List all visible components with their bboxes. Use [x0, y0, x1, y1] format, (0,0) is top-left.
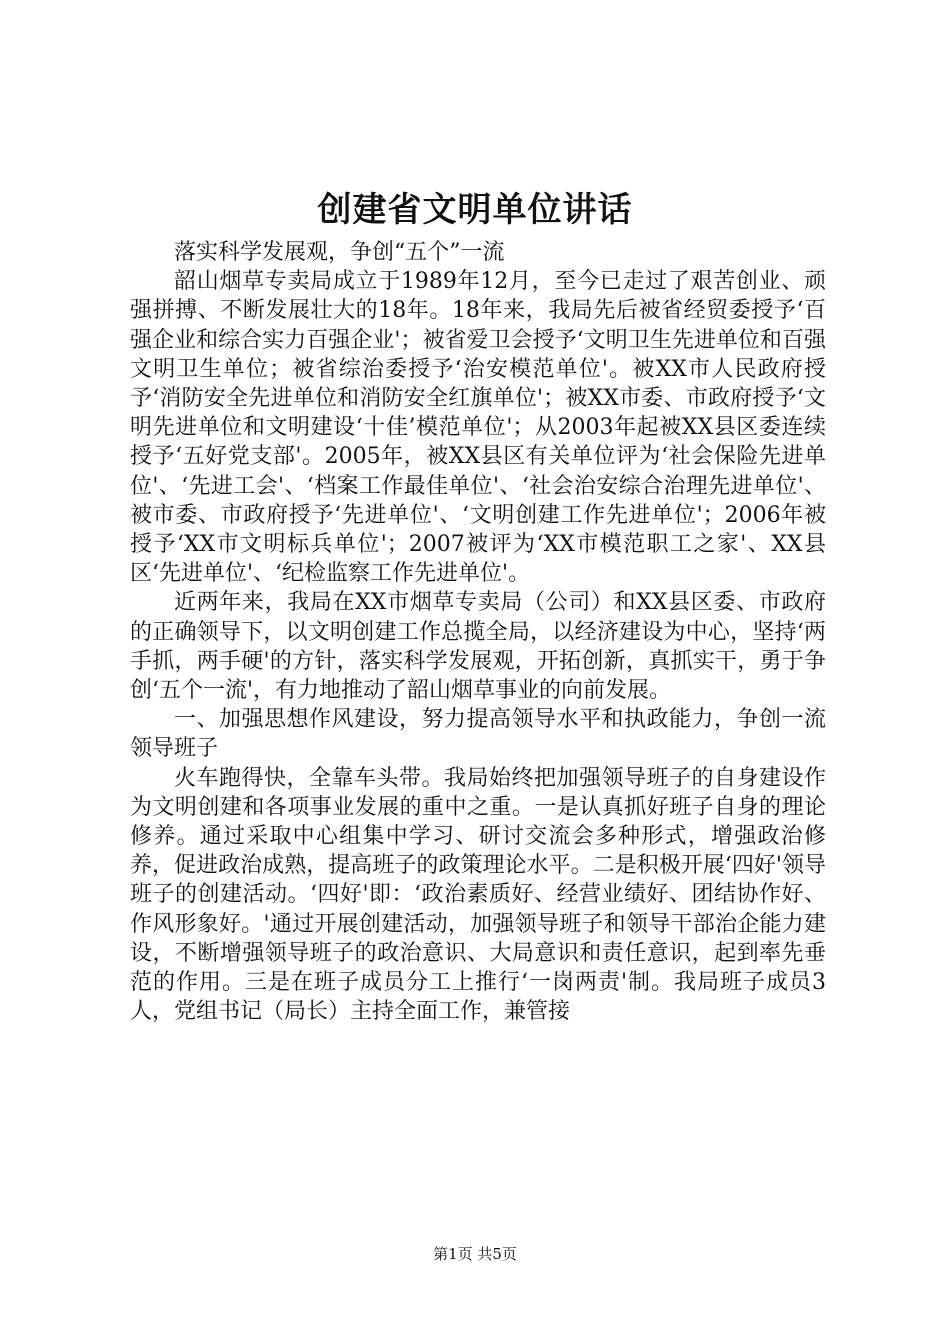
section-heading-1: 一、加强思想作风建设，努力提高领导水平和执政能力，争创一流领导班子 — [130, 707, 826, 762]
document-title: 创建省文明单位讲话 — [317, 190, 633, 230]
paragraph-recent-years: 近两年来，我局在XX市烟草专卖局（公司）和XX县区委、市政府的正确领导下，以文明创建工作总揽全局，以经济建设为中心，坚持‘两手抓，两手硬'的方针，落实科学发展观，开拓创新，真抓实干，勇于争创‘五个一流'，有力地推动了韶山烟草事业的向前发展。 — [130, 590, 826, 704]
paragraph-leadership: 火车跑得快，全靠车头带。我局始终把加强领导班子的自身建设作为文明创建和各项事业发展的重中之重。一是认真抓好班子自身的理论修养。通过采取中心组集中学习、研讨交流会多种形式，增强政治修养，促进政治成熟，提高班子的政策理论水平。二是积极开展‘四好'领导班子的创建活动。‘四好'即：‘政治素质好、经营业绩好、团结协作好、作风形象好。'通过开展创建活动，加强领导班子和领导干部治企能力建设，不断增强领导班子的政治意识、大局意识和责任意识，起到率先垂范的作用。三是在班子成员分工上推行‘一岗两责'制。我局班子成员3人，党组书记（局长）主持全面工作，兼管接 — [130, 765, 826, 1025]
paragraph-history: 韶山烟草专卖局成立于1989年12月，至今已走过了艰苦创业、顽强拼搏、不断发展壮大的18年。18年来，我局先后被省经贸委授予‘百强企业和综合实力百强企业'；被省爱卫会授予‘文明卫生先进单位和百强文明卫生单位；被省综治委授予‘治安模范单位'。被XX市人民政府授予‘消防安全先进单位和消防安全红旗单位'；被XX市委、市政府授予‘文明先进单位和文明建设‘十佳’模范单位'；从2003年起被XX县区委连续授予‘五好党支部'。2005年，被XX县区有关单位评为‘社会保险先进单位'、‘先进工会'、‘档案工作最佳单位'、‘社会治安综合治理先进单位'、被市委、市政府授予‘先进单位'、‘文明创建工作先进单位'；2006年被授予‘XX市文明标兵单位'；2007被评为‘XX市模范职工之家'、XX县区‘先进单位'、‘纪检监察工作先进单位'。 — [130, 269, 826, 587]
subtitle-paragraph: 落实科学发展观，争创“五个”一流 — [174, 240, 505, 265]
page-number-footer: 第1页 共5页 — [433, 1245, 517, 1263]
document-body — [130, 238, 826, 1026]
